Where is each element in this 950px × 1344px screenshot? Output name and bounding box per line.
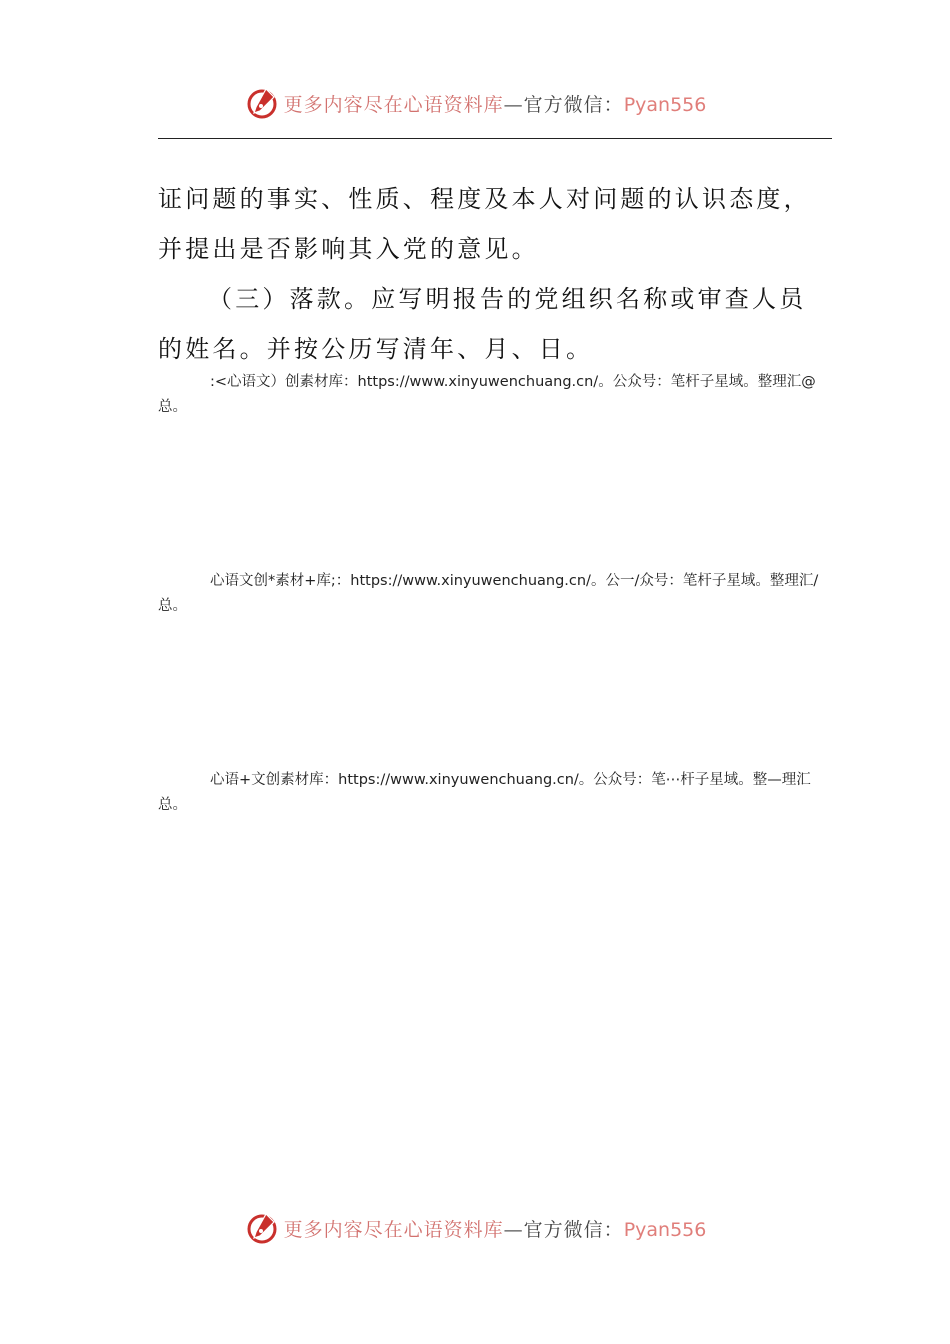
footer-banner — [0, 1208, 950, 1248]
body-paragraph: （三）落款。应写明报告的党组织名称或审查人员的姓名。并按公历写清年、月、日。 — [158, 285, 807, 363]
watermark-note: :<心语文）创素材库：https://www.xinyuwenchuang.cn/。公众号：笔杆子星域。整理汇@总。 — [158, 374, 816, 415]
footer-wechat-id: Pyan556 — [623, 1218, 707, 1241]
watermark-note: 心语文创*素材+库;：https://www.xinyuwenchuang.cn/。公一/众号：笔杆子星域。整理汇/总。 — [158, 573, 819, 614]
pen-nib-logo-icon — [244, 85, 280, 121]
header-banner — [0, 83, 950, 123]
footer-wechat-label: 官方微信： — [523, 1218, 624, 1241]
footer-separator: — — [503, 1218, 524, 1241]
footer-text — [284, 1215, 707, 1242]
header-divider — [158, 138, 832, 139]
footer-site-name: 更多内容尽在心语资料库 — [283, 1218, 504, 1241]
pen-nib-logo-icon — [244, 1210, 280, 1246]
watermark-note: 心语+文创素材库：https://www.xinyuwenchuang.cn/。公众号：笔⋯杆子星域。整—理汇总。 — [158, 772, 811, 813]
header-site-name: 更多内容尽在心语资料库 — [283, 93, 504, 116]
header-text — [284, 90, 707, 117]
header-wechat-id: Pyan556 — [623, 93, 707, 116]
body-paragraph: 证问题的事实、性质、程度及本人对问题的认识态度，并提出是否影响其入党的意见。 — [158, 185, 811, 263]
header-wechat-label: 官方微信： — [523, 93, 624, 116]
header-separator: — — [503, 93, 524, 116]
